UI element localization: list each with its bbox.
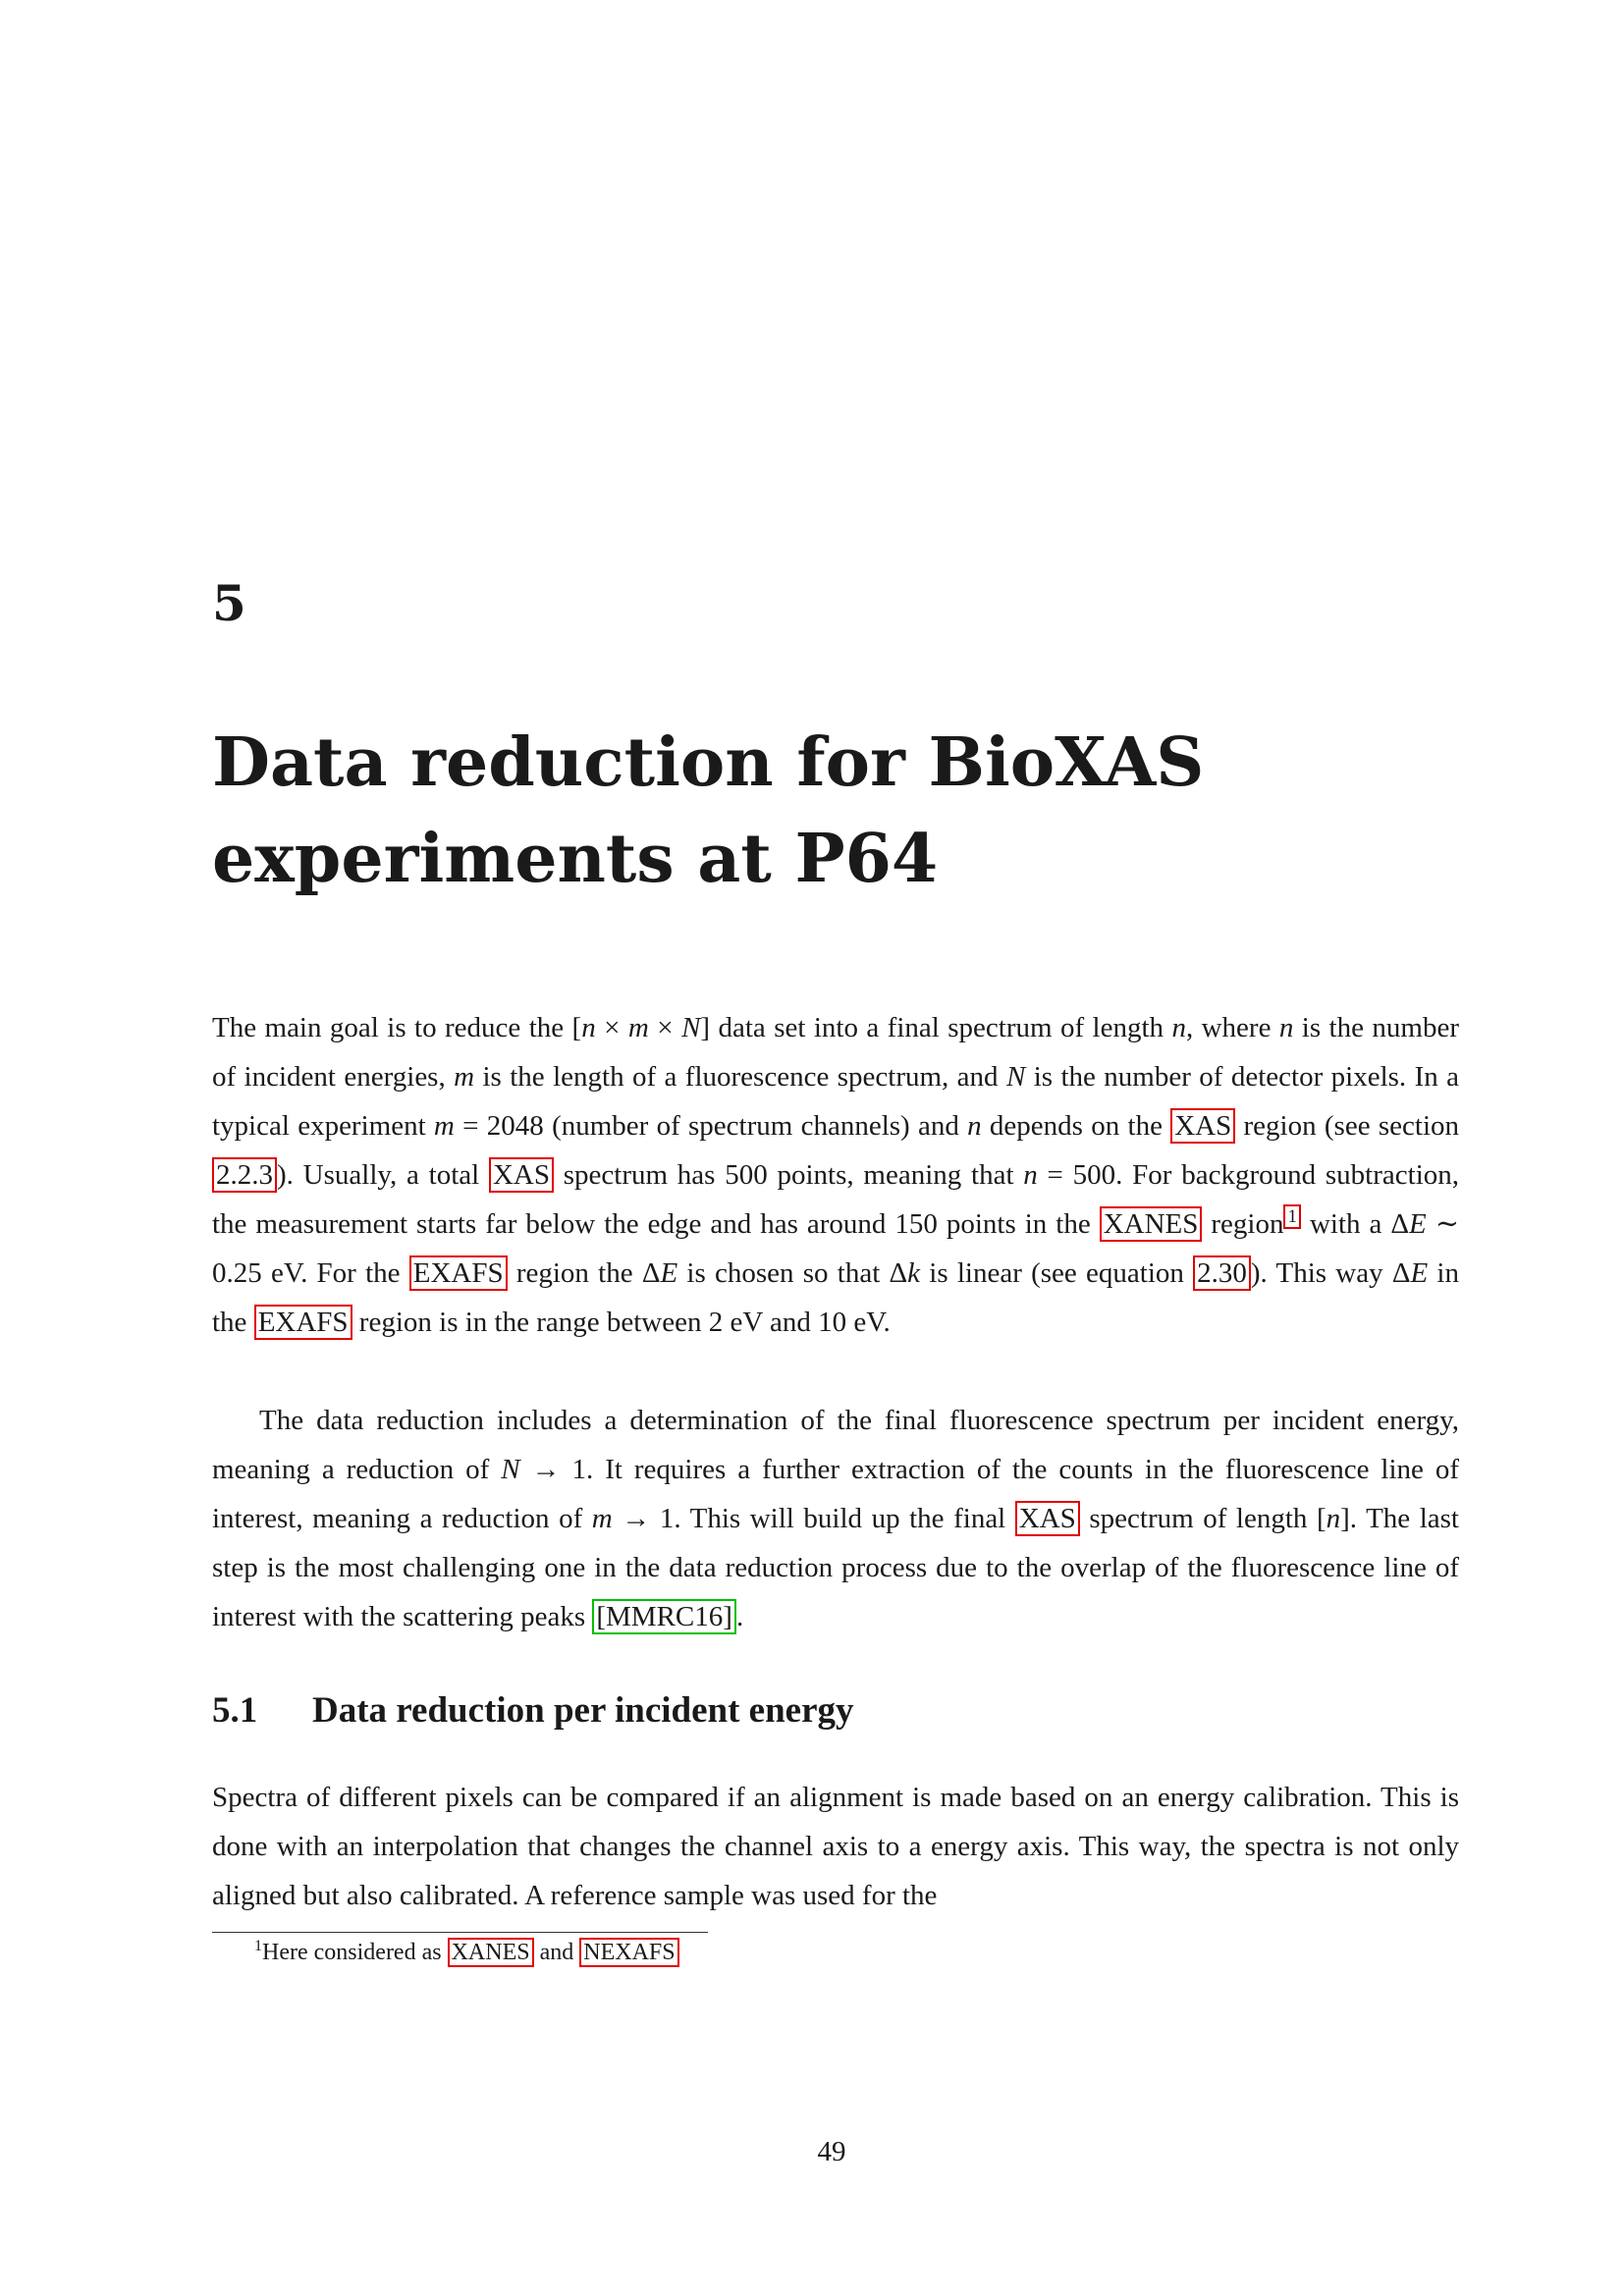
section-number: 5.1 (212, 1690, 258, 1731)
math: N (501, 1454, 520, 1485)
text: is chosen so that Δ (677, 1257, 908, 1289)
text: depends on the (981, 1110, 1171, 1142)
math: N (1005, 1061, 1026, 1093)
text: = 2048 (number of spectrum channels) and (454, 1110, 968, 1142)
equation-link[interactable]: 2.30 (1193, 1255, 1251, 1291)
math: m (591, 1503, 613, 1534)
acronym-link-xas[interactable]: XAS (489, 1157, 554, 1193)
footnote (254, 1936, 679, 1969)
math: n (1023, 1159, 1038, 1191)
text: in the (212, 1257, 1459, 1338)
paragraph-1 (212, 1003, 1459, 1347)
acronym-link-xas[interactable]: XAS (1170, 1108, 1235, 1144)
math: k (907, 1257, 921, 1289)
chapter-title (212, 715, 1489, 907)
text: ). Usually, a total (277, 1159, 489, 1191)
math: E (660, 1257, 678, 1289)
acronym-link-exafs[interactable]: EXAFS (254, 1305, 352, 1340)
footnote-rule (212, 1932, 708, 1933)
acronym-link-exafs[interactable]: EXAFS (409, 1255, 508, 1291)
acronym-link-xanes[interactable]: XANES (1100, 1206, 1203, 1242)
text: region is in the range between 2 (352, 1307, 724, 1338)
unit: eV (723, 1307, 763, 1338)
text: . (883, 1307, 891, 1338)
text: → 1. It requires a further extraction of the counts in the fluorescence line of interest, meaning a reduction of (212, 1454, 1460, 1534)
text: is the number of detector pixels. In a typical experiment (212, 1061, 1460, 1142)
text: . (735, 1601, 744, 1632)
section-heading (212, 1686, 854, 1735)
text: is linear (see equation (920, 1257, 1194, 1289)
footnote-link[interactable]: 1 (1283, 1204, 1301, 1229)
unit: eV (261, 1257, 301, 1289)
math: E (1408, 1208, 1427, 1240)
math: m (454, 1061, 475, 1093)
acronym-link-xanes[interactable]: XANES (448, 1938, 534, 1967)
text: is the length of a fluorescence spectrum, and (474, 1061, 1006, 1093)
chapter-title-line1: Data reduction for BioXAS (212, 723, 1205, 802)
acronym-link-nexafs[interactable]: NEXAFS (579, 1938, 678, 1967)
text: is the number of incident energies, (212, 1012, 1459, 1093)
text: and (533, 1940, 580, 1965)
math: n (1326, 1503, 1341, 1534)
paragraph-2 (212, 1396, 1459, 1641)
math: m (433, 1110, 455, 1142)
chapter-title-line2: experiments at P64 (212, 820, 939, 898)
unit: eV (846, 1307, 884, 1338)
text: The main goal is to reduce the [ (212, 1012, 582, 1043)
math: E (1410, 1257, 1429, 1289)
text: spectrum of length [ (1079, 1503, 1326, 1534)
text: region (1202, 1208, 1284, 1240)
text: ]. The last step is the most challenging one in the data reduction process due to the overlap of the fluorescence line of interest with the scattering peaks (212, 1503, 1459, 1632)
math: N (681, 1012, 701, 1043)
text: . For the (300, 1257, 409, 1289)
text: × (595, 1012, 628, 1043)
footnote-mark: 1 (254, 1938, 262, 1954)
text: spectrum has 500 points, meaning that (553, 1159, 1024, 1191)
acronym-link-xas[interactable]: XAS (1015, 1501, 1080, 1536)
text: , where (1185, 1012, 1279, 1043)
text: region (see section (1235, 1110, 1460, 1142)
section-link[interactable]: 2.2.3 (212, 1157, 277, 1193)
page-number: 49 (817, 2136, 846, 2167)
text: Here considered as (262, 1940, 448, 1965)
paragraph-3: Spectra of different pixels can be compared if an alignment is made based on an energy calibration. This is done with an interpolation that changes the channel axis to a energy axis. This way, the spectra is not only aligned but also calibrated. A reference sample was used for the (212, 1782, 1459, 1911)
math: n (967, 1110, 982, 1142)
text: → 1. This will build up the final (612, 1503, 1015, 1534)
citation-link[interactable]: [MMRC16] (592, 1599, 736, 1634)
text: with a Δ (1300, 1208, 1409, 1240)
text: ] data set into a final spectrum of length (700, 1012, 1172, 1043)
chapter-number: 5 (212, 574, 246, 632)
section-title: Data reduction per incident energy (312, 1690, 854, 1731)
text: The data reduction includes a determination of the final fluorescence spectrum per incident energy, meaning a reduction of (212, 1405, 1459, 1485)
text: ). This way Δ (1250, 1257, 1411, 1289)
math: n (1278, 1012, 1294, 1043)
math: n (581, 1012, 596, 1043)
math: n (1171, 1012, 1186, 1043)
text: and 10 (762, 1307, 847, 1338)
text: × (648, 1012, 682, 1043)
text: ∼ 0.25 (212, 1208, 1459, 1289)
text: region the Δ (507, 1257, 661, 1289)
text: = 500. For background subtraction, the measurement starts far below the edge and has around 150 points in the (212, 1159, 1459, 1240)
math: m (627, 1012, 649, 1043)
